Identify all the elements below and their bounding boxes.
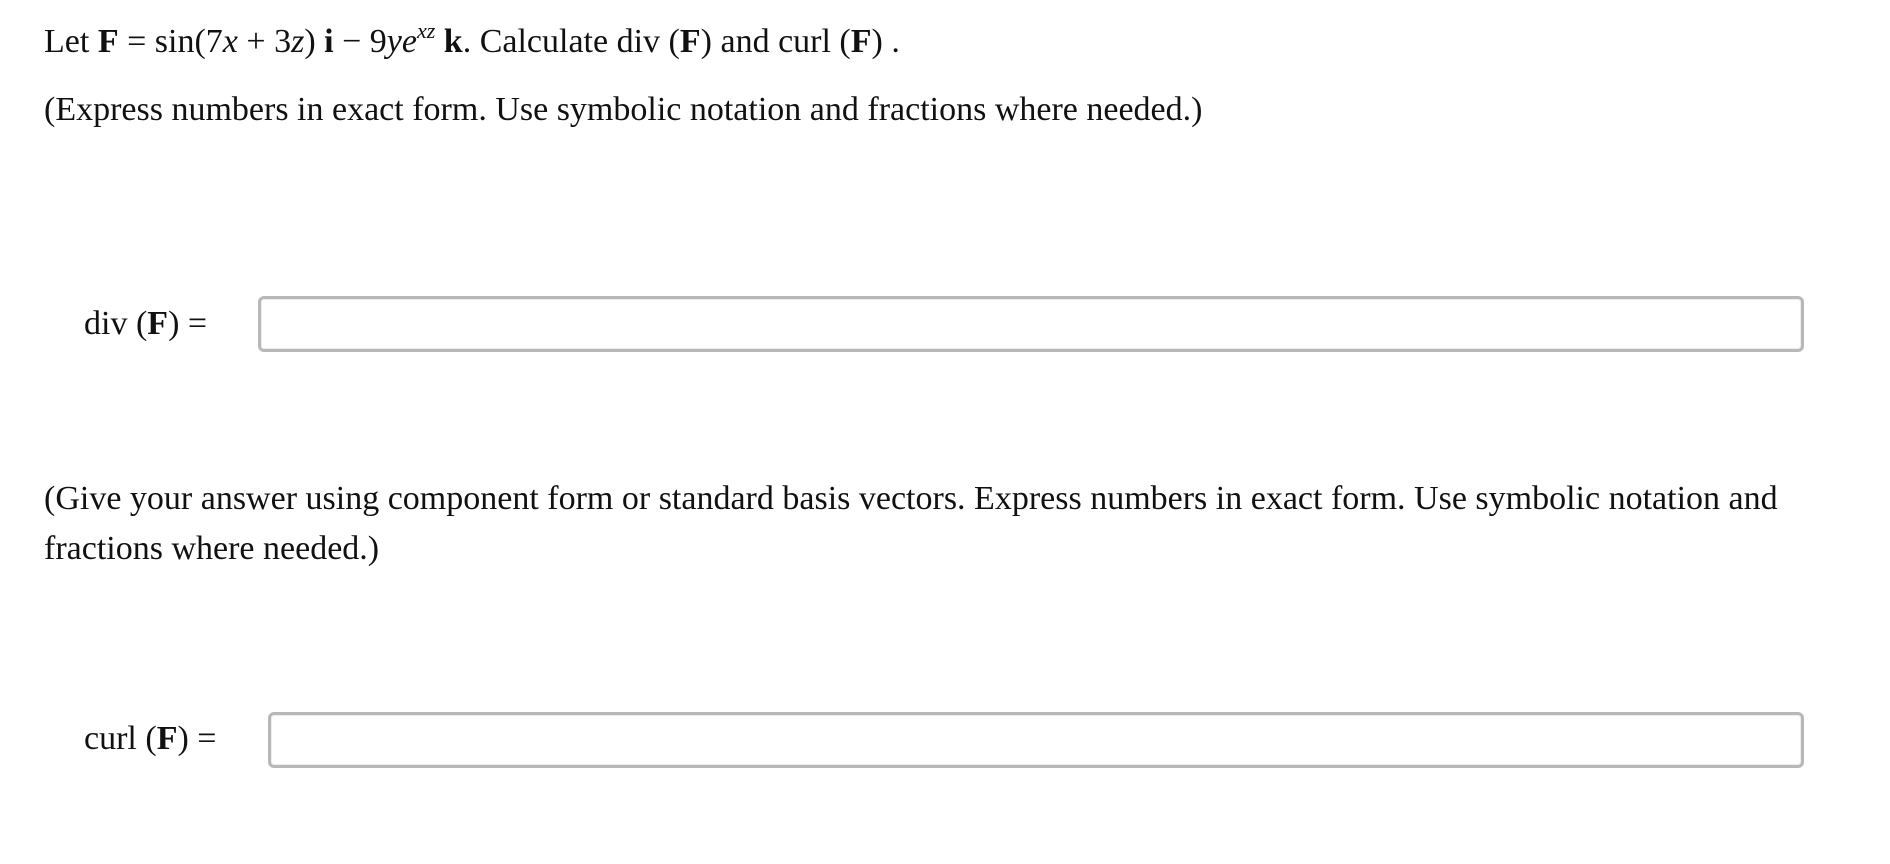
div-f: F [147, 305, 169, 342]
q-k-vector: k [443, 23, 463, 60]
q-x: x [222, 23, 238, 60]
q-arg-open: (7 [194, 23, 223, 60]
q-let: Let [44, 23, 90, 60]
q-exponent: xz [416, 18, 436, 43]
curl-label [84, 720, 216, 758]
q-end: ) . [871, 23, 900, 60]
div-label [84, 305, 207, 343]
q-i-vector: i [324, 23, 334, 60]
instructions-div: (Express numbers in exact form. Use symbolic notation and fractions where needed.) [44, 91, 1203, 128]
curl-answer-input[interactable] [268, 712, 1804, 768]
curl-f: F [156, 720, 178, 757]
div-answer-input[interactable] [258, 296, 1804, 352]
curl-prefix: curl ( [84, 720, 157, 757]
q-sin: sin [154, 23, 195, 60]
div-prefix: div ( [84, 305, 148, 342]
instructions-curl: (Give your answer using component form or standard basis vectors. Express numbers in exact form. Use symbolic notation and fractions where needed.) [44, 480, 1778, 567]
q-y: y [386, 23, 402, 60]
q-equals: = [127, 23, 147, 60]
q-arg-close: ) [304, 23, 316, 60]
curl-suffix: ) = [177, 720, 217, 757]
q-e: e [401, 23, 417, 60]
q-and-curl: ) and curl ( [700, 23, 851, 60]
q-plus: + 3 [237, 23, 292, 60]
q-z: z [291, 23, 305, 60]
q-vector-f: F [97, 23, 119, 60]
q-f3: F [850, 23, 872, 60]
div-suffix: ) = [168, 305, 208, 342]
q-calc: . Calculate div ( [462, 23, 680, 60]
q-f2: F [679, 23, 701, 60]
question-text [44, 18, 900, 63]
q-minus: − 9 [333, 23, 387, 60]
